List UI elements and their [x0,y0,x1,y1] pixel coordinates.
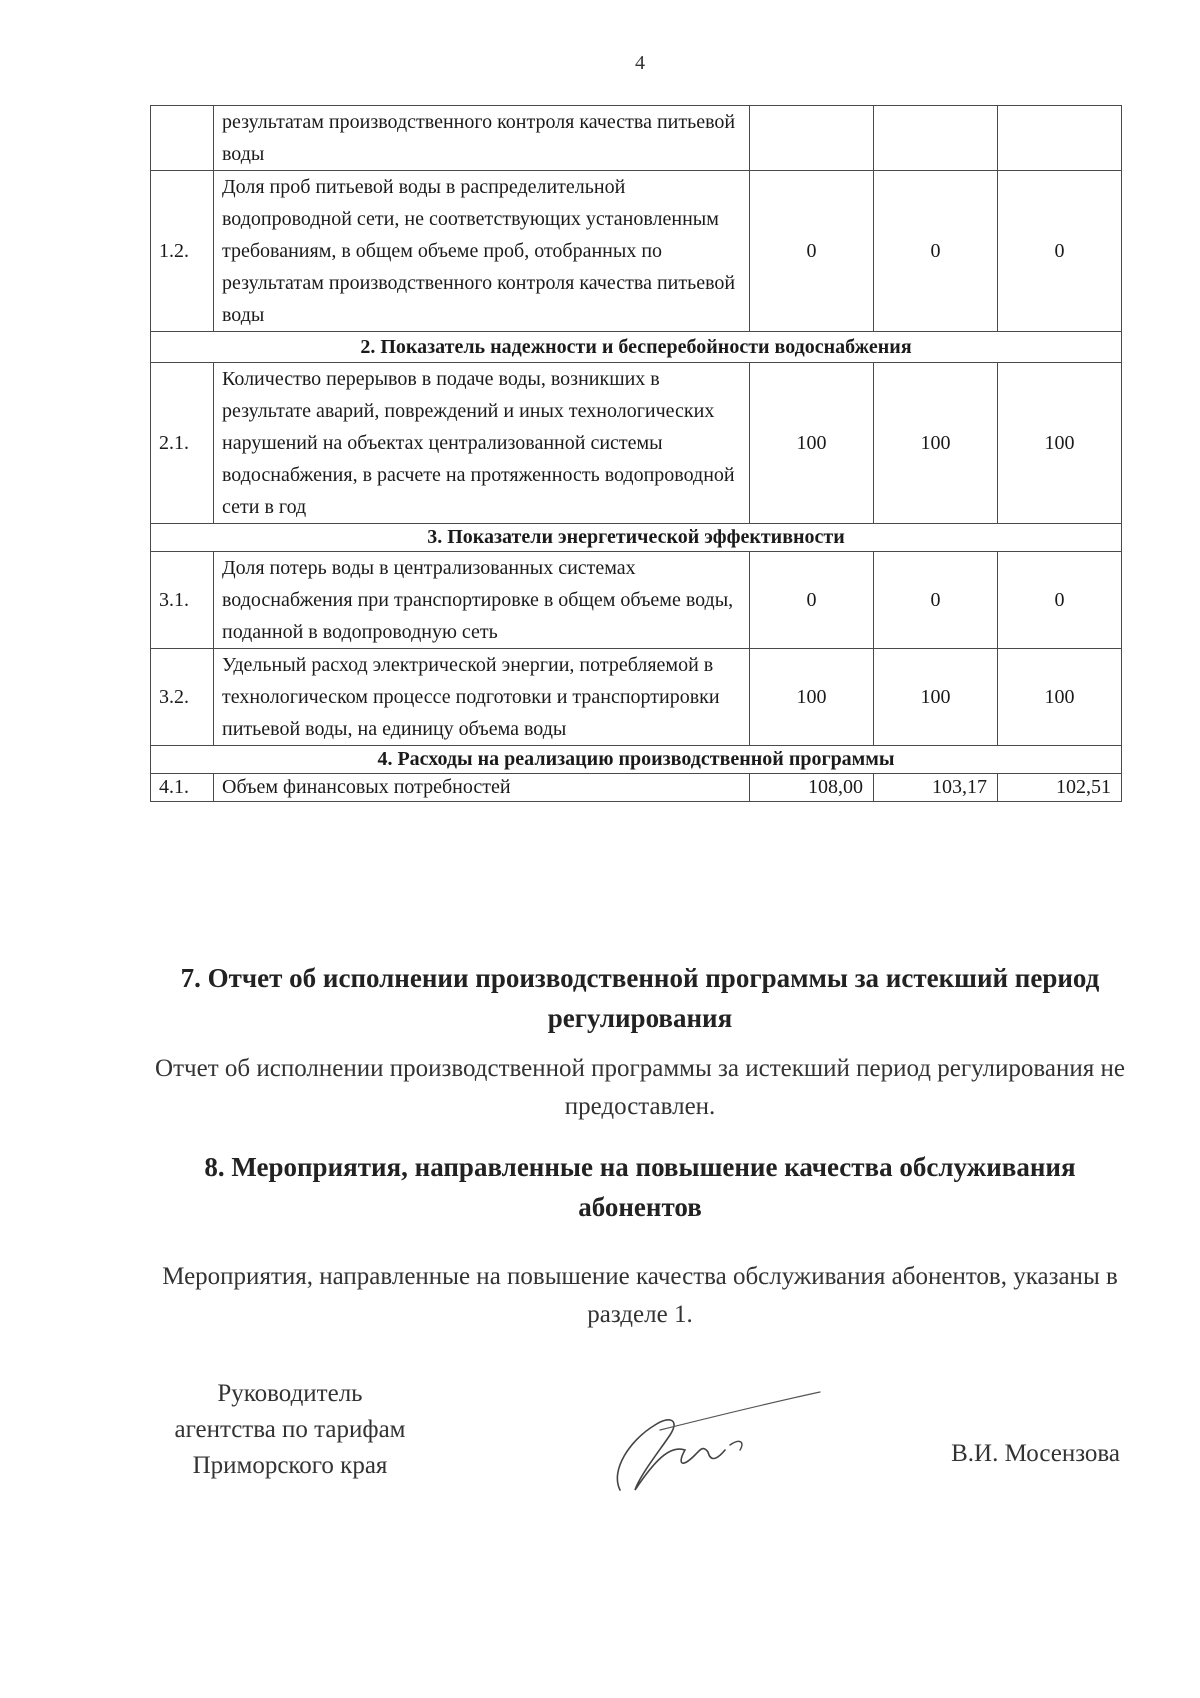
table-row [151,649,1122,746]
row-description: Количество перерывов в подаче воды, возникших в результате аварий, повреждений и иных технологических нарушений на объектах централизованной системы водоснабжения, в расчете на протяженность водопроводной сети в год [214,363,750,524]
indicators-table [150,105,1122,802]
row-value-2 [874,106,998,171]
row-description: результатам производственного контроля качества питьевой воды [214,106,750,171]
table-row [151,171,1122,332]
section-7-heading: 7. Отчет об исполнении производственной программы за истекший период регулирования [180,963,1100,1033]
table-section-row [151,746,1122,774]
row-value-3: 102,51 [998,774,1122,802]
table-row [151,106,1122,171]
signer-position [140,1376,440,1484]
row-value-3: 100 [998,363,1122,524]
table-section-row [151,524,1122,552]
row-description: Объем финансовых потребностей [214,774,750,802]
row-number: 4.1. [151,774,214,802]
row-description: Доля проб питьевой воды в распределительной водопроводной сети, не соответствующих установленным требованиям, в общем объеме проб, отобранных по результатам производственного контроля качества питьевой воды [214,171,750,332]
row-value-3: 0 [998,552,1122,649]
row-number: 2.1. [151,363,214,524]
row-value-2: 0 [874,171,998,332]
table-row [151,552,1122,649]
section-8-body: Мероприятия, направленные на повышение качества обслуживания абонентов, указаны в разделе 1. [162,1263,1118,1328]
row-number: 1.2. [151,171,214,332]
table-section-row [151,332,1122,363]
signer-position-text: Руководитель агентства по тарифам Приморского края [174,1380,406,1479]
table-row [151,363,1122,524]
table-row [151,774,1122,802]
signer-name: В.И. Мосензова [951,1440,1120,1467]
row-value-1: 100 [750,649,874,746]
page-number: 4 [635,52,645,74]
row-value-1: 0 [750,171,874,332]
row-number: 3.1. [151,552,214,649]
row-value-3 [998,106,1122,171]
row-value-2: 103,17 [874,774,998,802]
row-value-1 [750,106,874,171]
row-description: Доля потерь воды в централизованных системах водоснабжения при транспортировке в общем объеме воды, поданной в водопроводную сеть [214,552,750,649]
row-value-1: 108,00 [750,774,874,802]
row-value-2: 100 [874,649,998,746]
row-number: 3.2. [151,649,214,746]
section-7-body: Отчет об исполнении производственной программы за истекший период регулирования не предоставлен. [155,1055,1125,1120]
row-value-3: 100 [998,649,1122,746]
section-title: 3. Показатели энергетической эффективности [151,524,1122,552]
row-value-2: 100 [874,363,998,524]
section-title: 2. Показатель надежности и бесперебойности водоснабжения [151,332,1122,363]
row-description: Удельный расход электрической энергии, потребляемой в технологическом процессе подготовки и транспортировки питьевой воды, на единицу объема воды [214,649,750,746]
section-title: 4. Расходы на реализацию производственной программы [151,746,1122,774]
signature-icon [600,1390,830,1510]
row-value-2: 0 [874,552,998,649]
row-value-1: 0 [750,552,874,649]
row-value-1: 100 [750,363,874,524]
row-value-3: 0 [998,171,1122,332]
section-8-heading: 8. Мероприятия, направленные на повышение качества обслуживания абонентов [204,1152,1076,1222]
row-number [151,106,214,171]
